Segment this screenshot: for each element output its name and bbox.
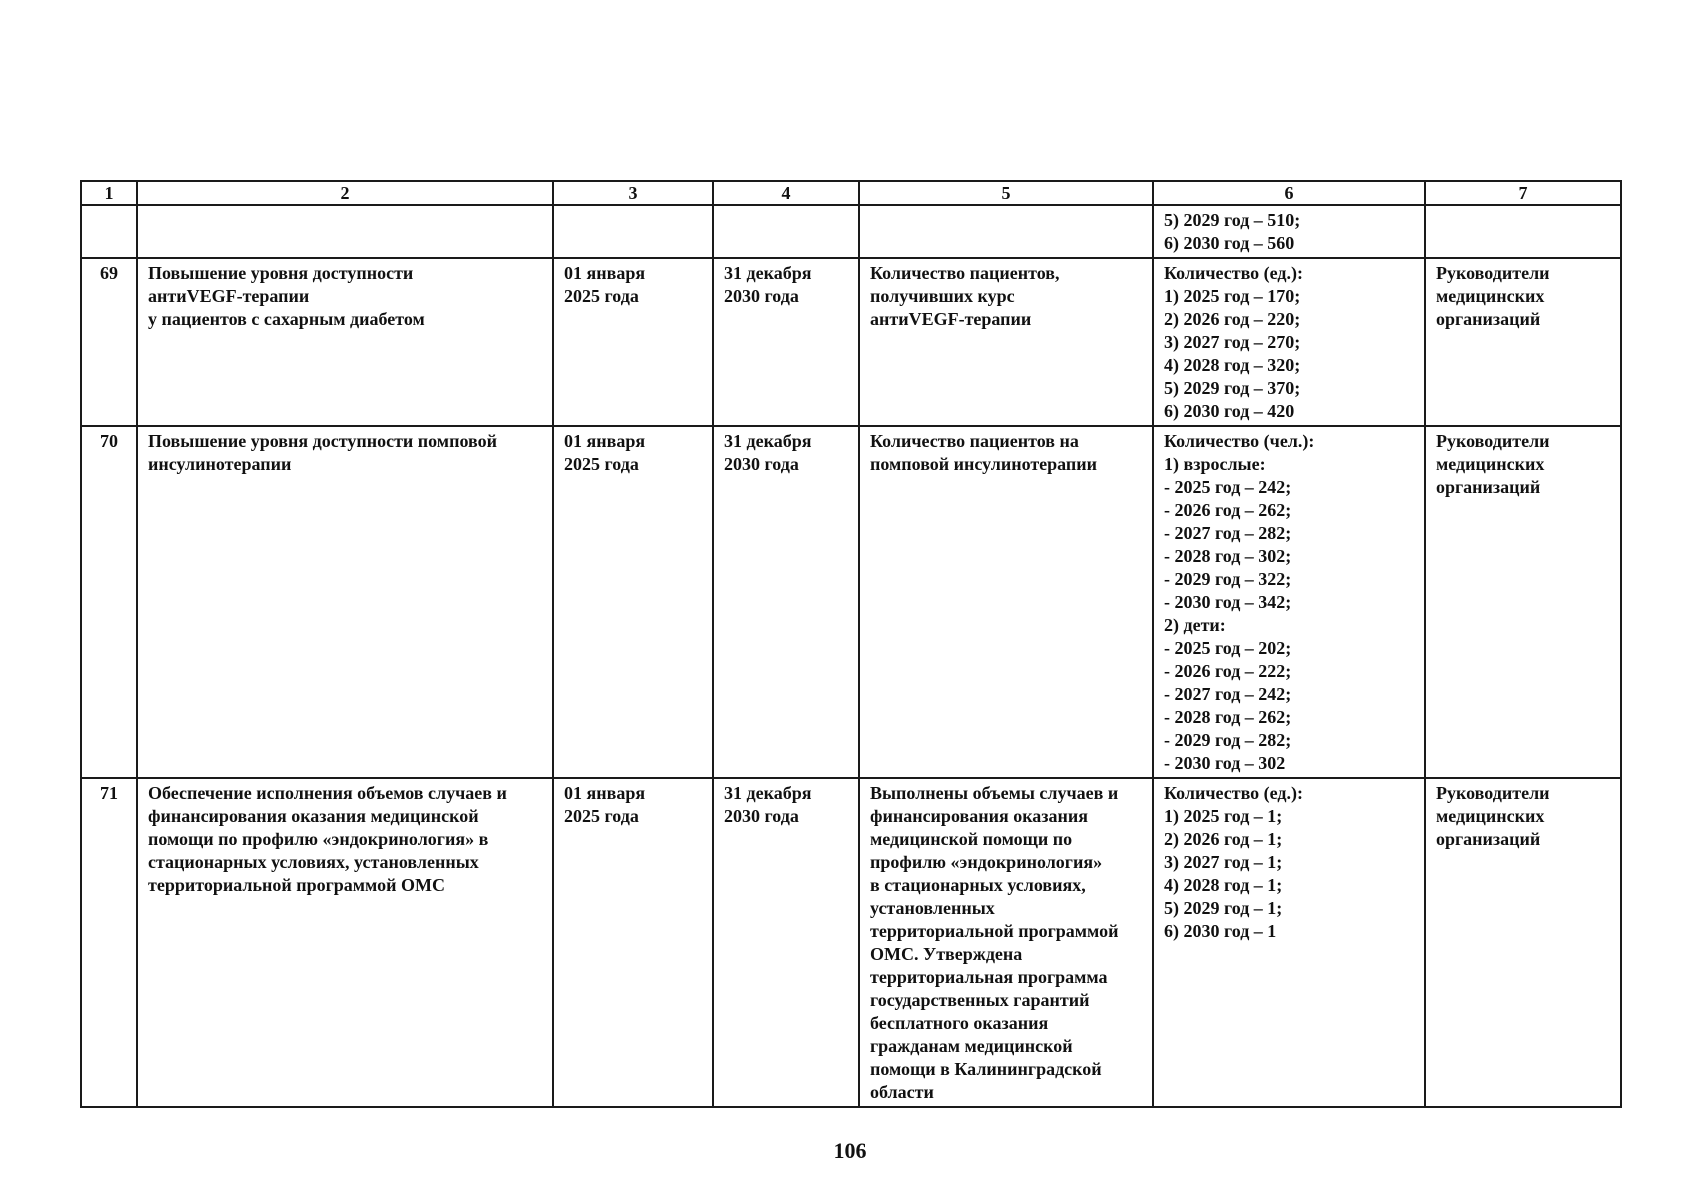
event-cell xyxy=(137,205,553,258)
responsible-cell: Руководители медицинских организаций xyxy=(1425,426,1621,778)
table-row-71 xyxy=(81,778,1621,1107)
event-cell: Повышение уровня доступности помповой инсулинотерапии xyxy=(137,426,553,778)
indicator-cell: Количество пациентов на помповой инсулинотерапии xyxy=(859,426,1153,778)
responsible-cell: Руководители медицинских организаций xyxy=(1425,258,1621,426)
table-row-70 xyxy=(81,426,1621,778)
end-date-cell xyxy=(713,205,859,258)
values-cell: Количество (ед.): 1) 2025 год – 1; 2) 2026 год – 1; 3) 2027 год – 1; 4) 2028 год – 1; 5) 2029 год – 1; 6) 2030 год – 1 xyxy=(1153,778,1425,1107)
header-cell-1: 1 xyxy=(81,181,137,205)
end-date-cell: 31 декабря 2030 года xyxy=(713,426,859,778)
responsible-cell: Руководители медицинских организаций xyxy=(1425,778,1621,1107)
start-date-cell: 01 января 2025 года xyxy=(553,426,713,778)
column-number-header-row xyxy=(81,181,1621,205)
values-cell: Количество (чел.): 1) взрослые: - 2025 год – 242; - 2026 год – 262; - 2027 год – 282; - 2028 год – 302; - 2029 год – 322; - 2030 год – 342; 2) дети: - 2025 год – 202; - 2026 год – 222; - 2027 год – 242; - 2028 год – 262; - 2029 год – 282; - 2030 год – 302 xyxy=(1153,426,1425,778)
values-cell: 5) 2029 год – 510; 6) 2030 год – 560 xyxy=(1153,205,1425,258)
header-cell-6: 6 xyxy=(1153,181,1425,205)
row-number-cell xyxy=(81,205,137,258)
indicator-cell: Выполнены объемы случаев и финансирования оказания медицинской помощи по профилю «эндокринология» в стационарных условиях, установленных территориальной программой ОМС. Утверждена территориальная программа государственных гарантий бесплатного оказания гражданам медицинской помощи в Калининградской области xyxy=(859,778,1153,1107)
start-date-cell: 01 января 2025 года xyxy=(553,258,713,426)
header-cell-7: 7 xyxy=(1425,181,1621,205)
event-cell: Повышение уровня доступности антиVEGF-терапии у пациентов с сахарным диабетом xyxy=(137,258,553,426)
header-cell-3: 3 xyxy=(553,181,713,205)
end-date-cell: 31 декабря 2030 года xyxy=(713,258,859,426)
values-cell: Количество (ед.): 1) 2025 год – 170; 2) 2026 год – 220; 3) 2027 год – 270; 4) 2028 год – 320; 5) 2029 год – 370; 6) 2030 год – 420 xyxy=(1153,258,1425,426)
start-date-cell xyxy=(553,205,713,258)
table-row-69 xyxy=(81,258,1621,426)
header-cell-4: 4 xyxy=(713,181,859,205)
row-number-cell: 69 xyxy=(81,258,137,426)
header-cell-5: 5 xyxy=(859,181,1153,205)
indicator-cell: Количество пациентов, получивших курс антиVEGF-терапии xyxy=(859,258,1153,426)
end-date-cell: 31 декабря 2030 года xyxy=(713,778,859,1107)
indicator-cell xyxy=(859,205,1153,258)
measures-table xyxy=(80,180,1622,1108)
row-number-cell: 70 xyxy=(81,426,137,778)
event-cell: Обеспечение исполнения объемов случаев и финансирования оказания медицинской помощи по профилю «эндокринология» в стационарных условиях, установленных территориальной программой ОМС xyxy=(137,778,553,1107)
header-cell-2: 2 xyxy=(137,181,553,205)
page-number: 106 xyxy=(833,1138,867,1163)
start-date-cell: 01 января 2025 года xyxy=(553,778,713,1107)
continuation-row xyxy=(81,205,1621,258)
responsible-cell xyxy=(1425,205,1621,258)
row-number-cell: 71 xyxy=(81,778,137,1107)
